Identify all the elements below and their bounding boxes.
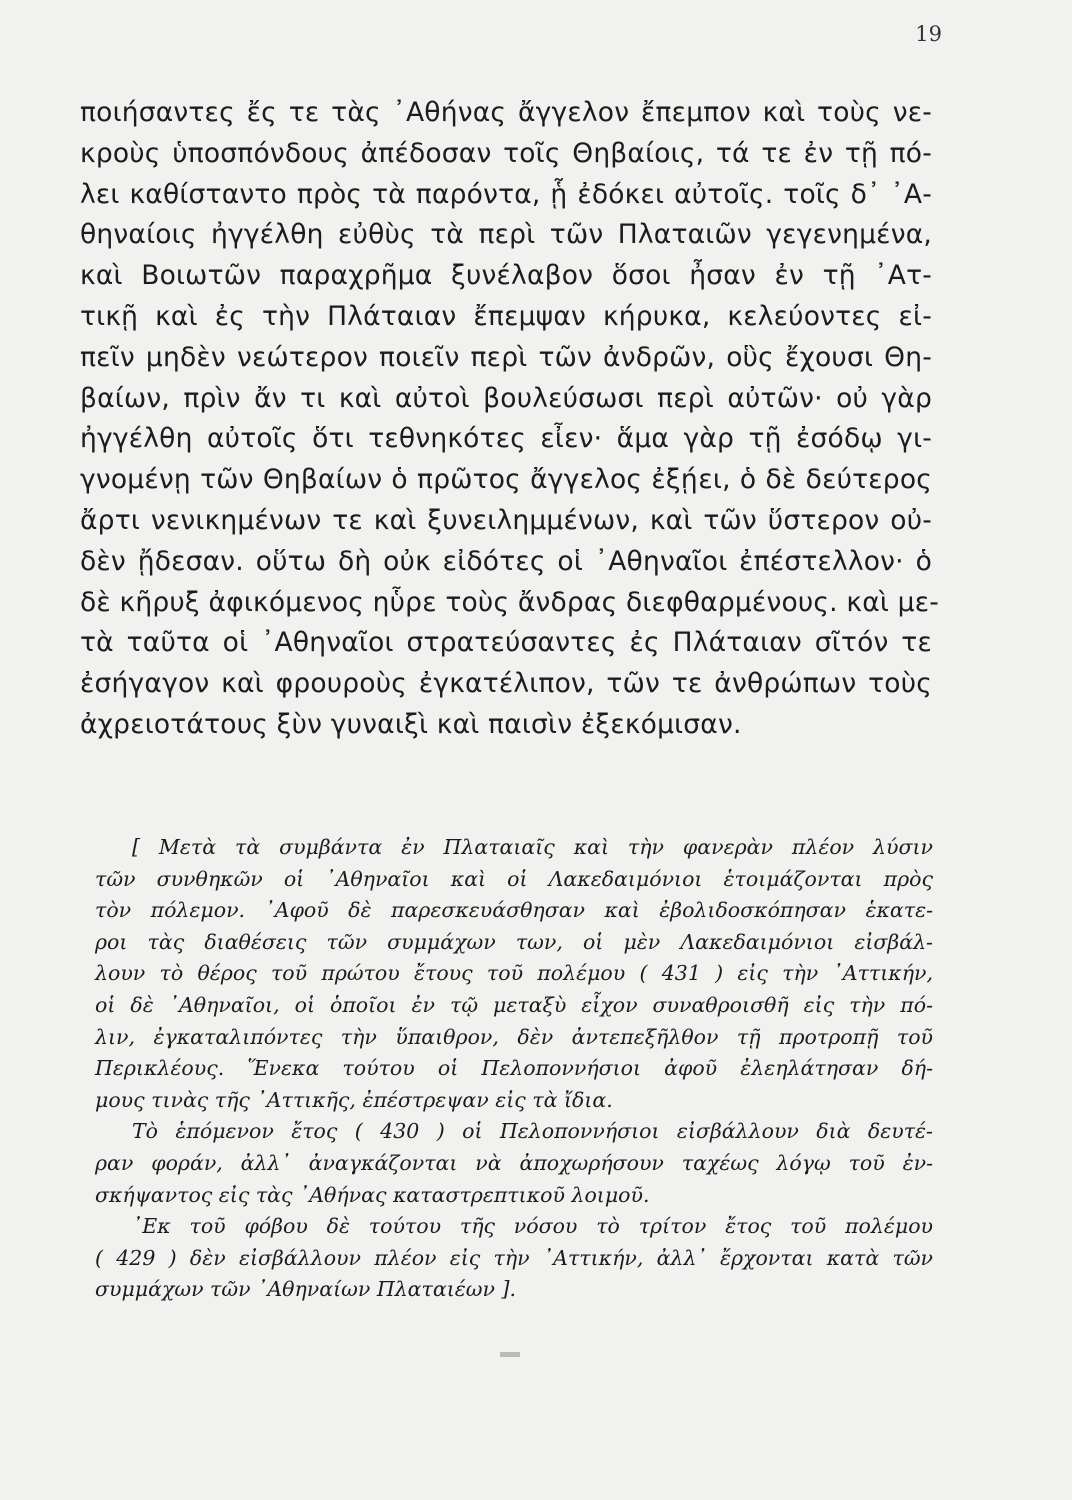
text-line: γνομένῃ τῶν Θηβαίων ὁ πρῶτος ἄγγελος ἐξῄει, ὁ δὲ δεύτερος bbox=[80, 464, 932, 496]
text-line: τὰ ταῦτα οἱ ᾿Αθηναῖοι στρατεύσαντες ἐς Πλάταιαν σῖτόν τε bbox=[80, 627, 932, 659]
ink-mark bbox=[500, 1352, 520, 1357]
summary-line: ροι τὰς διαθέσεις τῶν συμμάχων των, οἱ μὲν Λακεδαιμόνιοι εἰσβάλ- bbox=[95, 929, 933, 954]
summary-line: συμμάχων τῶν ᾿Αθηναίων Πλαταιέων ]. bbox=[95, 1277, 516, 1302]
summary-line: τῶν συνθηκῶν οἱ ᾿Αθηναῖοι καὶ οἱ Λακεδαιμόνιοι ἑτοιμάζονται πρὸς bbox=[95, 866, 933, 891]
summary-line: Περικλέους. Ἕνεκα τούτου οἱ Πελοποννήσιοι ἀφοῦ ἐλεηλάτησαν δή- bbox=[95, 1056, 933, 1081]
summary-line: ( 429 ) δὲν εἰσβάλλουν πλέον εἰς τὴν ᾿Αττικήν, ἀλλ᾿ ἔρχονται κατὰ τῶν bbox=[95, 1245, 933, 1270]
text-line: ποιήσαντες ἔς τε τὰς ᾿Αθήνας ἄγγελον ἔπεμπον καὶ τοὺς νε- bbox=[80, 97, 932, 128]
italic-summary bbox=[95, 832, 933, 1306]
text-line: δὲν ᾔδεσαν. οὕτω δὴ οὐκ εἰδότες οἱ ᾿Αθηναῖοι ἐπέστελλον· ὁ bbox=[80, 545, 932, 577]
summary-line: Τὸ ἑπόμενον ἔτος ( 430 ) οἱ Πελοποννήσιοι εἰσβάλλουν διὰ δευτέ- bbox=[132, 1119, 933, 1144]
text-line: πεῖν μηδὲν νεώτερον ποιεῖν περὶ τῶν ἀνδρῶν, οὓς ἔχουσι Θη- bbox=[80, 341, 932, 373]
summary-line: λιν, ἐγκαταλιπόντες τὴν ὕπαιθρον, δὲν ἀντεπεξῆλθον τῇ προτροπῇ τοῦ bbox=[95, 1024, 933, 1049]
summary-line: μους τινὰς τῆς ᾿Αττικῆς, ἐπέστρεψαν εἰς τὰ ἴδια. bbox=[95, 1087, 613, 1112]
text-line: τικῇ καὶ ἐς τὴν Πλάταιαν ἔπεμψαν κήρυκα, κελεύοντες εἰ- bbox=[80, 300, 932, 332]
main-greek-text bbox=[80, 93, 940, 746]
text-line: δὲ κῆρυξ ἀφικόμενος ηὗρε τοὺς ἄνδρας διεφθαρμένους. καὶ με- bbox=[80, 586, 940, 618]
page-number: 19 bbox=[915, 22, 942, 46]
text-line: καὶ Βοιωτῶν παραχρῆμα ξυνέλαβον ὅσοι ἦσαν ἐν τῇ ᾿Ατ- bbox=[80, 260, 932, 292]
text-line: ἄρτι νενικημένων τε καὶ ξυνειλημμένων, καὶ τῶν ὕστερον οὐ- bbox=[80, 504, 932, 536]
summary-line: ᾿Εκ τοῦ φόβου δὲ τούτου τῆς νόσου τὸ τρίτον ἔτος τοῦ πολέμου bbox=[132, 1214, 933, 1239]
text-line: ἐσήγαγον καὶ φρουροὺς ἐγκατέλιπον, τῶν τε ἀνθρώπων τοὺς bbox=[80, 668, 932, 700]
summary-line: λουν τὸ θέρος τοῦ πρώτου ἔτους τοῦ πολέμου ( 431 ) εἰς τὴν ᾿Αττικήν, bbox=[95, 961, 933, 986]
text-line: ἠγγέλθη αὐτοῖς ὅτι τεθνηκότες εἶεν· ἅμα γὰρ τῇ ἐσόδῳ γι- bbox=[80, 423, 932, 455]
text-line: κροὺς ὑποσπόνδους ἀπέδοσαν τοῖς Θηβαίοις, τά τε ἐν τῇ πό- bbox=[80, 137, 932, 169]
summary-line: ραν φοράν, ἀλλ᾿ ἀναγκάζονται νὰ ἀποχωρήσουν ταχέως λόγῳ τοῦ ἐν- bbox=[95, 1150, 933, 1175]
summary-line: [ Μετὰ τὰ συμβάντα ἐν Πλαταιαῖς καὶ τὴν φανερὰν πλέον λύσιν bbox=[132, 835, 933, 859]
text-line: ἀχρειοτάτους ξὺν γυναιξὶ καὶ παισὶν ἐξεκόμισαν. bbox=[80, 708, 742, 740]
summary-line: οἱ δὲ ᾿Αθηναῖοι, οἱ ὁποῖοι ἐν τῷ μεταξὺ εἶχον συναθροισθῆ εἰς τὴν πό- bbox=[95, 992, 933, 1017]
text-line: λει καθίσταντο πρὸς τὰ παρόντα, ᾗ ἐδόκει αὐτοῖς. τοῖς δ᾿ ᾿Α- bbox=[80, 178, 932, 210]
summary-line: τὸν πόλεμον. ᾿Αφοῦ δὲ παρεσκευάσθησαν καὶ ἐβολιδοσκόπησαν ἑκατε- bbox=[95, 898, 933, 923]
text-line: βαίων, πρὶν ἄν τι καὶ αὐτοὶ βουλεύσωσι περὶ αὐτῶν· οὐ γὰρ bbox=[80, 382, 932, 414]
summary-line: σκήψαντος εἰς τὰς ᾿Αθήνας καταστρεπτικοῦ λοιμοῦ. bbox=[95, 1182, 650, 1207]
text-line: θηναίοις ἠγγέλθη εὐθὺς τὰ περὶ τῶν Πλαταιῶν γεγενημένα, bbox=[80, 219, 932, 251]
